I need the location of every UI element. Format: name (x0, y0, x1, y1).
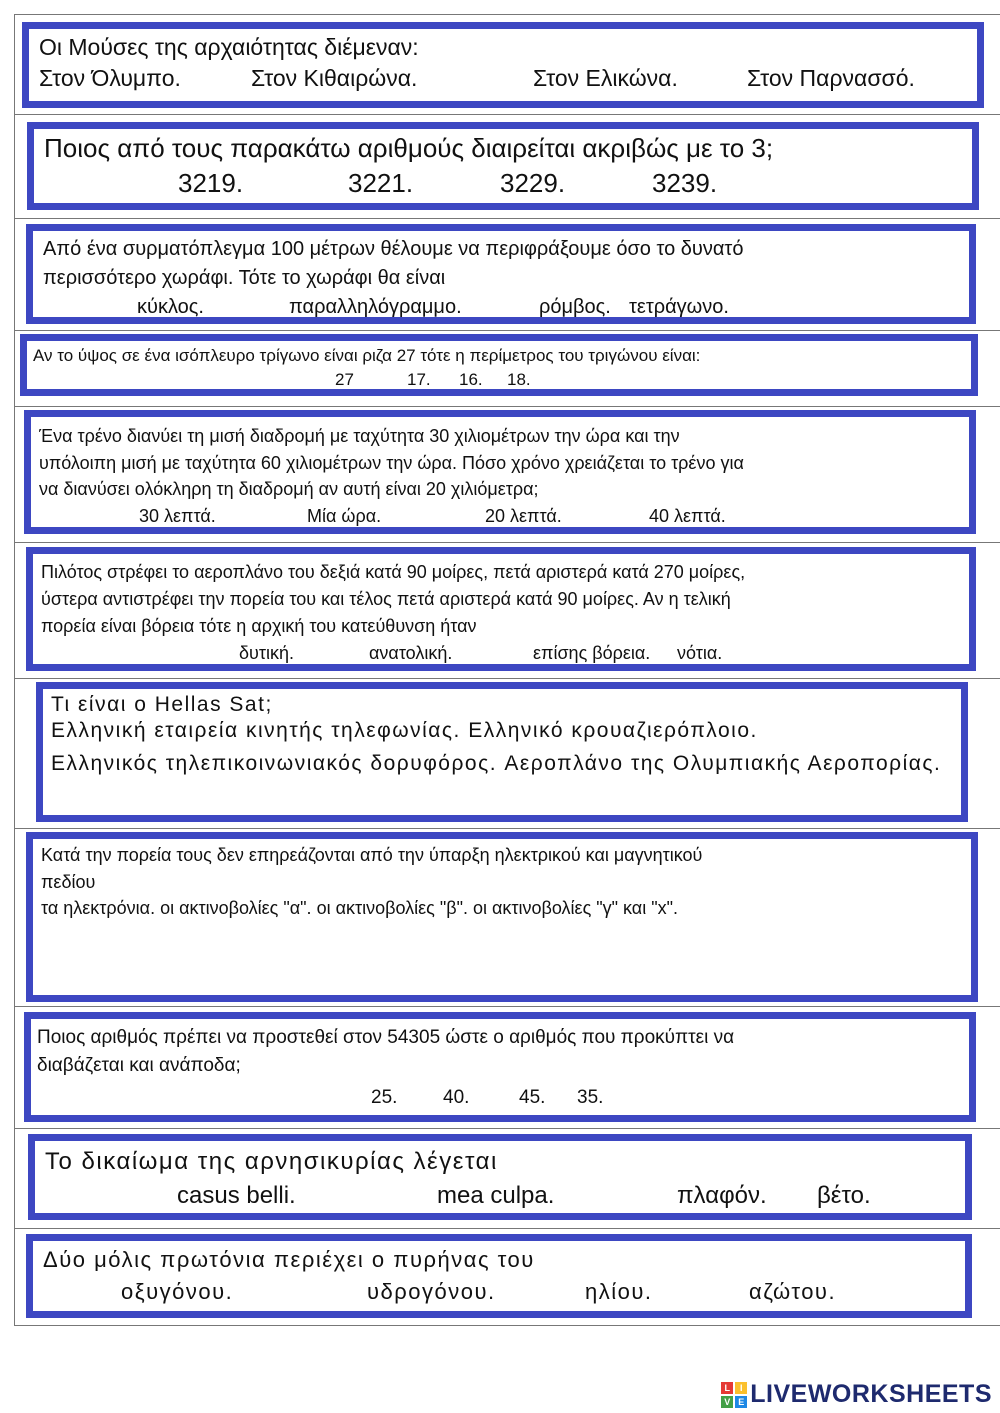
answer-option[interactable]: Ελληνική εταιρεία κινητής τηλεφωνίας. (51, 719, 461, 742)
answer-option[interactable]: τετράγωνο. (629, 296, 729, 318)
answer-option[interactable]: 25. (371, 1087, 398, 1108)
question-text: Το δικαίωμα της αρνησικυρίας λέγεται (45, 1148, 498, 1175)
question-text: Ποιος αριθμός πρέπει να προστεθεί στον 54305 ώστε ο αριθμός που προκύπτει να (37, 1027, 735, 1048)
question-text: Πιλότος στρέφει το αεροπλάνο του δεξιά κατά 90 μοίρες, πετά αριστερά κατά 270 μοίρες, (41, 562, 746, 582)
question-text: πεδίου (41, 871, 96, 892)
answer-option[interactable]: οι ακτινοβολίες "γ" και "x". (472, 898, 678, 918)
answer-option[interactable]: Ελληνικό κρουαζιερόπλοιο. (468, 719, 758, 742)
question-text: Ποιος από τους παρακάτω αριθμούς διαιρείται ακριβώς με το 3; (44, 133, 774, 163)
answer-option[interactable]: αζώτου. (749, 1279, 837, 1304)
answer-option[interactable]: ηλίου. (585, 1279, 653, 1304)
answer-option[interactable]: 3239. (652, 168, 718, 198)
question-card-11 (26, 1234, 972, 1318)
question-card-9 (24, 1012, 976, 1122)
answer-option[interactable]: 45. (519, 1087, 546, 1108)
answer-option[interactable]: ανατολική. (369, 643, 453, 663)
question-card-3 (26, 224, 976, 324)
answer-option[interactable]: Αεροπλάνο της Ολυμπιακής Αεροπορίας. (504, 752, 942, 775)
answer-option[interactable]: 16. (459, 370, 483, 389)
answer-option[interactable]: νότια. (677, 643, 723, 663)
question-text: Αν το ύψος σε ένα ισόπλευρο τρίγωνο είναι ριζα 27 τότε η περίμετρος του τριγώνου είναι: (33, 346, 701, 365)
answer-option[interactable]: 3221. (348, 168, 414, 198)
logo-tile: L (721, 1382, 733, 1394)
answer-option[interactable]: 27 (335, 370, 354, 389)
answer-option[interactable]: επίσης βόρεια. (533, 643, 651, 663)
answer-option[interactable]: Στον Ελικώνα. (533, 65, 678, 91)
answer-option[interactable]: 35. (577, 1087, 604, 1108)
question-card-8 (26, 832, 978, 1002)
answer-option[interactable]: Μία ώρα. (307, 505, 382, 526)
answer-option[interactable]: Στον Παρνασσό. (747, 65, 915, 91)
bottom-rule (14, 1325, 1000, 1326)
answer-option[interactable]: 40. (443, 1087, 470, 1108)
question-card-5 (24, 410, 976, 534)
answer-option[interactable]: 18. (507, 370, 531, 389)
question-text: Κατά την πορεία τους δεν επηρεάζονται από την ύπαρξη ηλεκτρικού και μαγνητικού (41, 845, 703, 865)
answer-option[interactable]: mea culpa. (437, 1182, 555, 1209)
answer-option[interactable]: πλαφόν. (677, 1182, 767, 1209)
question-card-2 (27, 122, 979, 210)
logo-tile: I (735, 1382, 747, 1394)
question-card-4 (20, 334, 978, 396)
answer-option[interactable]: 30 λεπτά. (139, 505, 216, 526)
answer-option[interactable]: casus belli. (177, 1182, 296, 1209)
answer-option[interactable]: βέτο. (817, 1182, 871, 1209)
answer-option[interactable]: οξυγόνου. (121, 1279, 234, 1304)
logo-tile: V (721, 1396, 733, 1408)
answer-option[interactable]: 17. (407, 370, 431, 389)
question-text: Τι είναι ο Hellas Sat; (51, 693, 273, 716)
liveworksheets-logo[interactable] (721, 1380, 992, 1409)
answer-option[interactable]: 20 λεπτά. (485, 505, 562, 526)
logo-tile: E (735, 1396, 747, 1408)
question-text: Δύο μόλις πρωτόνια περιέχει ο πυρήνας του (43, 1247, 535, 1272)
answer-option[interactable]: ρόμβος. (539, 296, 611, 318)
answer-option[interactable]: δυτική. (239, 643, 294, 663)
answer-option[interactable]: παραλληλόγραμμο. (289, 296, 462, 318)
answer-option[interactable]: υδρογόνου. (367, 1279, 496, 1304)
answer-option[interactable]: 3219. (178, 168, 244, 198)
question-text: Από ένα συρματόπλεγμα 100 μέτρων θέλουμε να περιφράξουμε όσο το δυνατό (43, 238, 744, 260)
question-text: ύστερα αντιστρέφει την πορεία του και τέλος πετά αριστερά κατά 90 μοίρες. Αν η τελική (41, 589, 731, 609)
question-text: πορεία είναι βόρεια τότε η αρχική του κατεύθυνση ήταν (41, 616, 477, 636)
answer-option[interactable]: οι ακτινοβολίες "β". (316, 898, 468, 918)
question-card-7 (36, 682, 968, 822)
question-card-6 (26, 547, 976, 671)
logo-mark-icon (721, 1382, 747, 1408)
answer-option[interactable]: Στον Κιθαιρώνα. (251, 65, 418, 91)
answer-option[interactable]: 40 λεπτά. (649, 505, 726, 526)
answer-option[interactable]: κύκλος. (137, 296, 204, 318)
answer-option[interactable]: τα ηλεκτρόνια. (41, 898, 156, 918)
answer-option[interactable]: 3229. (500, 168, 566, 198)
answer-option[interactable]: οι ακτινοβολίες "α". (160, 898, 312, 918)
logo-text: LIVEWORKSHEETS (750, 1380, 992, 1408)
question-text: να διανύσει ολόκληρη τη διαδρομή αν αυτή είναι 20 χιλιόμετρα; (39, 479, 539, 499)
question-card-1 (22, 22, 984, 108)
question-text: Ένα τρένο διανύει τη μισή διαδρομή με ταχύτητα 30 χιλιομέτρων την ώρα και την (39, 426, 680, 446)
question-card-10 (28, 1134, 972, 1220)
question-text: υπόλοιπη μισή με ταχύτητα 60 χιλιομέτρων την ώρα. Πόσο χρόνο χρειάζεται το τρένο για (39, 452, 744, 473)
question-text: περισσότερο χωράφι. Τότε το χωράφι θα είναι (43, 267, 446, 289)
answer-option[interactable]: Στον Όλυμπο. (39, 65, 181, 91)
answer-option[interactable]: Ελληνικός τηλεπικοινωνιακός δορυφόρος. (51, 752, 498, 775)
question-text: διαβάζεται και ανάποδα; (37, 1055, 241, 1076)
question-text: Οι Μούσες της αρχαιότητας διέμεναν: (39, 34, 419, 60)
